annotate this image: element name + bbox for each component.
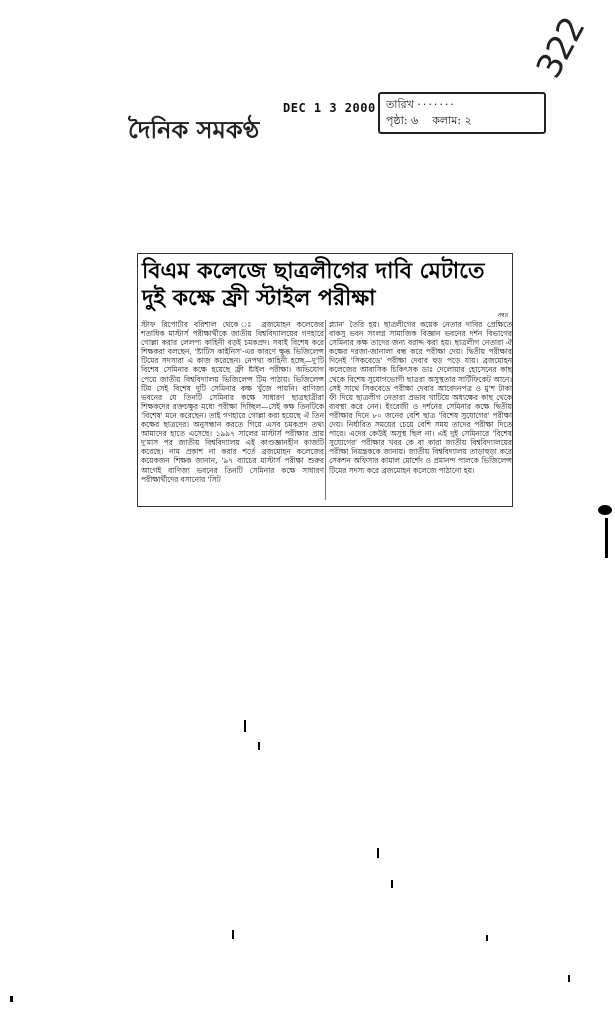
scan-speck — [598, 505, 612, 515]
reference-box — [378, 92, 546, 134]
clipping-headline — [142, 258, 510, 312]
reference-column-label: কলাম — [432, 114, 458, 127]
headline-line-1: বিএম কলেজে ছাত্রলীগের দাবি মেটাতে — [142, 259, 485, 284]
reference-page-row: পৃষ্ঠা: ৬ কলাম: ২ — [386, 114, 472, 127]
scan-speck — [258, 742, 260, 750]
scan-speck — [605, 518, 608, 558]
scan-speck — [10, 996, 13, 1002]
reporter-tag: নম্বর — [497, 312, 508, 319]
scan-speck — [486, 935, 488, 941]
scan-speck — [377, 848, 379, 858]
reference-date-dots: ······· — [417, 98, 456, 111]
reference-date-row — [386, 97, 538, 113]
newspaper-clipping — [137, 253, 513, 507]
reference-date-label: তারিখ — [386, 98, 414, 111]
scan-speck — [232, 930, 234, 939]
scan-speck — [391, 880, 393, 888]
article-column-right: প্ল্যান' তৈরি হয়। ছাত্রলীগের কয়েক নেতার দাবির প্রেক্ষিতে বাকসু ভবন সংলগ্ন সামাজিক বিজ্ঞান ভবনের দর্শন বিভাগের সেমিনার কক্ষ তাদের জন্য বরাদ্দ করা হয়। ছাত্রলীগ নেতারা ঐ কক্ষের দরজা-জানালা বন্ধ করে পরীক্ষা দেয়। দ্বিতীয় পরীক্ষার দিনেই 'সিকবেডে' পরীক্ষা দেবার হুড় পড়ে যায়। ব্রজমোহন কলেজের আবাসিক চিকিৎসক ডাঃ দেলোয়ার হোসেনের কাছ থেকে বিশেষ সুযোগভোগী ছাত্ররা অসুস্থতার সার্টিফিকেট আনে। সেই সাথে সিকবেডে পরীক্ষা দেবার আবেদনপত্র ও মু'শ টাকা ফী দিয়ে ছাত্রলীগ নেতারা প্রভাব খাটিয়ে অধ্যক্ষের কাছ থেকে ব্যবস্থা করে নেন। ইংরেজী ও দর্শনের সেমিনার কক্ষে দ্বিতীয় পরীক্ষার দিনে ৮০ জনের বেশি ছাত্র 'বিশেষ সুযোগের' পরীক্ষা দেয়। নির্ধারিত সময়ের চেয়ে বেশি সময় তাদের পরীক্ষা দিতে পারে। এদের কেউই অসুস্থ ছিল না। এই দুই সেমিনারে 'বিশেষ সুযোগের' পরীক্ষার খবর কে বা কারা জাতীয় বিশ্ববিদ্যালয়ের পরীক্ষা নিয়ন্ত্রককে জানায়। জাতীয় বিশ্ববিদ্যালয় তাড়াহুড়া করে সেকশন অফিসার কামাল মোর্শেদ ও প্রমানন্দ পালকে ভিজিলেন্স টিমের সদস্য করে ব্রজমোহন কলেজে পাঠানো হয়। — [329, 320, 512, 475]
column-divider — [325, 320, 326, 500]
scan-speck — [244, 720, 246, 732]
handwritten-page-number: 322 — [528, 11, 594, 85]
reference-page-value: ৬ — [411, 114, 419, 127]
date-stamp: DEC 1 3 2000 — [283, 101, 376, 115]
article-column-left: স্টাফ রিপোর্টার বরিশাল থেকে ঃ ব্রজমোহন কলেজের শতাধিক মাস্টার্স পরীক্ষার্থীকে জাতীয় বিশ্ববিদ্যালয়ের গণহারে গোল্লা করার লেলপ্য কাহিনী বড়ই চমকপ্রদ। সবাই বিশেষ করে শিক্ষকরা বলছেন, 'ষ্টাটিস কাইনিস'-এর কারণে ক্ষুব্ধ ভিজিলেন্স টিমের সদস্যরা এ কাজ করেছেন। নেপথ্য কাহিনী হচ্ছে—দু'টি বিশেষ সেমিনার কক্ষে হয়েছে ফ্রী ষ্টাইল পরীক্ষা। অভিযোগ পেয়ে জাতীয় বিশ্ববিদ্যালয় ভিজিলেন্স টিম পাঠায়। ভিজিলেন্স টিম সেই বিশেষ দুটি সেমিনার কক্ষ খুঁজে পায়নি। বাণিজ্য ভবনের যে তিনটি সেমিনার কক্ষে সাধারণ ছাত্রছাত্রীরা শিক্ষকদের রক্তচক্ষুর মধ্যে পরীক্ষা দিচ্ছিল—সেই কক্ষ তিনটিকে 'বিশেষ' মনে করেছেন। তাই গণহারে গোল্লা করা হয়েছে ঐ তিন কক্ষের ছাত্রদের। অনুসন্ধান করতে গিয়ে এসব চমকপ্রদ তথ্য আমাদের হাতে এসেছে। ১৯৯৭ সালের মাস্টার্স পরীক্ষার প্রায় দু'মাস পর জাতীয় বিশ্ববিদ্যালয় এই কাণ্ডজ্ঞানহীন কাজটি করেছে। নাম প্রকাশ না করার শর্তে ব্রজমোহন কলেজের কয়েকজন শিক্ষক জানান, '৯৭ ব্যাচের মাস্টার্স পরীক্ষা শুরুর আগেই বাণিজ্য ভবনের তিনটি সেমিনার কক্ষে সাধারণ পরীক্ষার্থীদের বসানোর 'সিট — [141, 320, 324, 484]
newspaper-name: দৈনিক সমকণ্ঠ — [128, 115, 260, 144]
reference-page-label: পৃষ্ঠা — [386, 114, 404, 127]
headline-line-2: দুই কক্ষে ফ্রী স্টাইল পরীক্ষা — [142, 286, 376, 311]
reference-column-value: ২ — [464, 114, 472, 127]
scan-speck — [568, 975, 570, 982]
